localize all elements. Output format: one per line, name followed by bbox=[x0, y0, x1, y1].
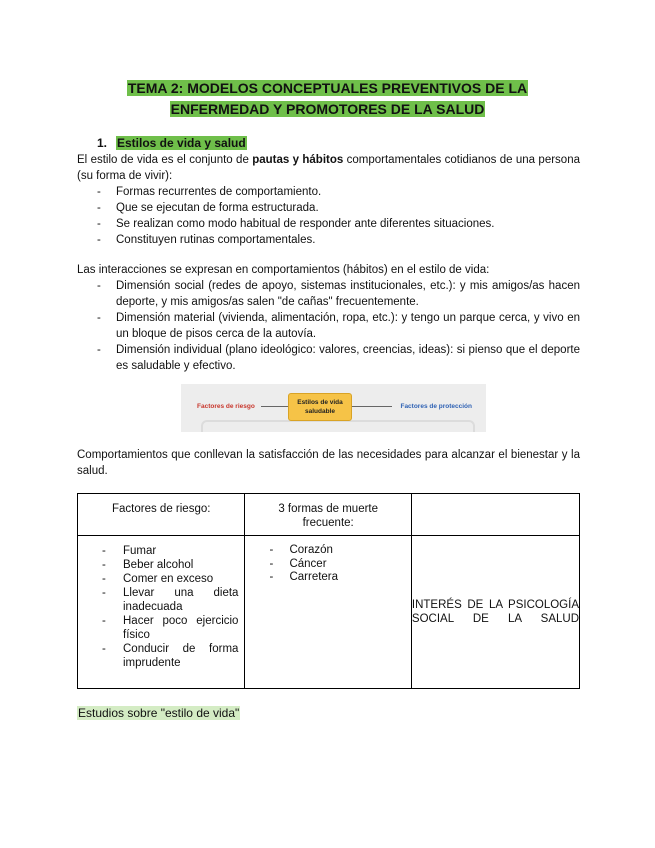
list-item: - Dimensión material (vivienda, alimentación, ropa, etc.): y tengo un parque cerca, y vivo en un bloque de pisos cerca de la autovía. bbox=[97, 310, 580, 342]
table-header-row bbox=[78, 494, 580, 536]
title-line-2: ENFERMEDAD Y PROMOTORES DE LA SALUD bbox=[170, 101, 485, 117]
list-item: - Hacer poco ejercicio físico bbox=[102, 614, 238, 642]
intro-paragraph bbox=[77, 152, 580, 184]
death-causes-list bbox=[245, 536, 410, 589]
list-item: - Se realizan como modo habitual de responder ante diferentes situaciones. bbox=[97, 216, 580, 232]
title-line-1: TEMA 2: MODELOS CONCEPTUALES PREVENTIVOS DE LA bbox=[127, 80, 528, 96]
list-item: - Llevar una dieta inadecuada bbox=[102, 586, 238, 614]
document-title bbox=[0, 78, 655, 120]
header-death-causes-text: 3 formas de muerte frecuente: bbox=[278, 503, 379, 529]
list-item: - Corazón bbox=[269, 544, 404, 558]
interest-note: INTERÉS DE LA PSICOLOGÍA SOCIAL DE LA SALUD bbox=[411, 599, 579, 625]
risk-factors-cell bbox=[78, 536, 245, 689]
behaviors-paragraph: Comportamientos que conllevan la satisfacción de las necesidades para alcanzar el bienestar y la salud. bbox=[77, 449, 580, 477]
interest-cell bbox=[411, 536, 579, 689]
list-item: - Carretera bbox=[269, 571, 404, 585]
dimensions-list bbox=[97, 278, 580, 374]
intro-bold: pautas y hábitos bbox=[252, 154, 344, 166]
diagram-protection-label: Factores de protección bbox=[400, 403, 472, 410]
header-empty bbox=[411, 494, 579, 536]
section-heading bbox=[97, 136, 247, 151]
header-risk-factors: Factores de riesgo: bbox=[78, 494, 245, 536]
list-item: - Que se ejecutan de forma estructurada. bbox=[97, 200, 580, 216]
studies-label: Estudios sobre "estilo de vida" bbox=[78, 706, 240, 720]
diagram-center-label: Estilos de vida saludable bbox=[297, 399, 343, 415]
section-number: 1. bbox=[97, 136, 108, 150]
diagram-background-shape bbox=[201, 420, 475, 432]
list-item: - Fumar bbox=[102, 544, 238, 558]
intro-post: comportamentales cotidianos de una persona (su forma de vivir): bbox=[77, 154, 580, 182]
list-item: - Comer en exceso bbox=[102, 572, 238, 586]
diagram-connector-right bbox=[352, 406, 392, 407]
list-item: - Beber alcohol bbox=[102, 558, 238, 572]
diagram-risk-label: Factores de riesgo bbox=[197, 403, 255, 410]
list-item: - Conducir de forma imprudente bbox=[102, 642, 238, 670]
diagram-connector-left bbox=[261, 406, 288, 407]
lifestyle-diagram bbox=[181, 384, 486, 432]
list-item: - Formas recurrentes de comportamiento. bbox=[97, 184, 580, 200]
studies-heading bbox=[77, 705, 240, 721]
habit-list bbox=[97, 184, 580, 248]
intro-pre: El estilo de vida es el conjunto de bbox=[77, 154, 253, 166]
list-item: - Constituyen rutinas comportamentales. bbox=[97, 232, 580, 248]
list-item: - Cáncer bbox=[269, 558, 404, 572]
risk-table bbox=[77, 493, 580, 689]
list-item: - Dimensión social (redes de apoyo, sistemas institucionales, etc.): y mis amigos/as hacen deporte, y mis amigos/as salen "de cañas" frecuentemente. bbox=[97, 278, 580, 310]
death-causes-cell bbox=[245, 536, 411, 689]
header-death-causes bbox=[245, 494, 411, 536]
interactions-paragraph: Las interacciones se expresan en comportamientos (hábitos) en el estilo de vida: bbox=[77, 264, 490, 276]
section-heading-text: Estilos de vida y salud bbox=[117, 136, 246, 150]
risk-factors-list bbox=[78, 536, 244, 674]
list-item: - Dimensión individual (plano ideológico: valores, creencias, ideas): si pienso que el deporte es saludable y efectivo. bbox=[97, 342, 580, 374]
table-row bbox=[78, 536, 580, 689]
diagram-center-box bbox=[288, 393, 352, 421]
